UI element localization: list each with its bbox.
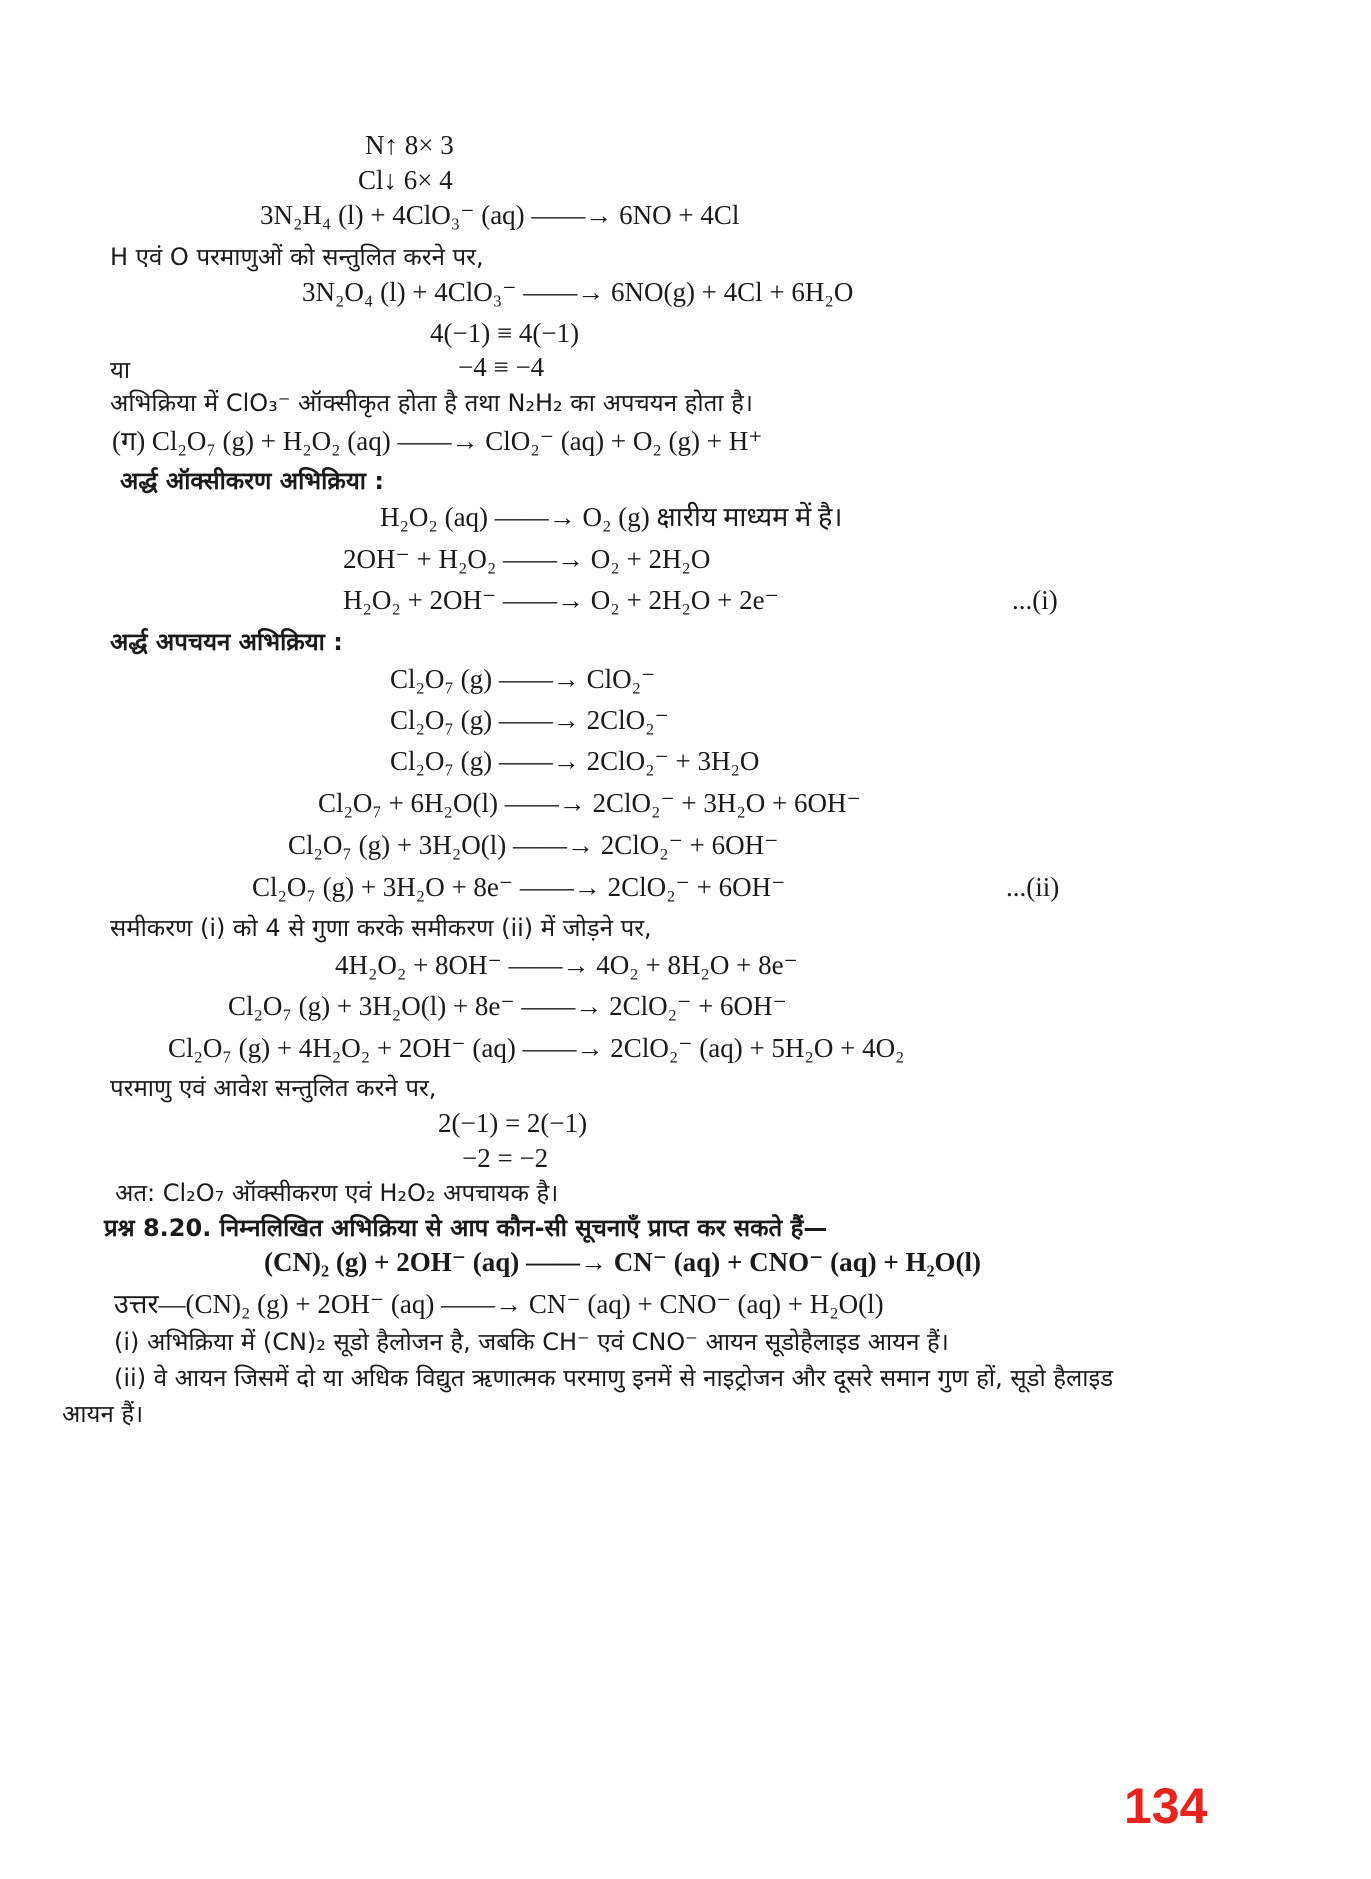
eq-line: 4(−1) ≡ 4(−1) <box>430 318 580 348</box>
section-heading: अर्द्ध ऑक्सीकरण अभिक्रिया : <box>120 467 384 495</box>
text-line: या <box>110 356 131 384</box>
text-line: समीकरण (i) को 4 से गुणा करके समीकरण (ii) में जोड़ने पर, <box>110 914 652 942</box>
text-line: (ii) वे आयन जिसमें दो या अधिक विद्युत ऋणात्मक परमाणु इनमें से नाइट्रोजन और दूसरे समान गुण हों, सूडो हैलाइड <box>114 1364 1114 1392</box>
eq-line: H₂O₂ + 2OH⁻ ——→ O₂ + 2H₂O + 2e⁻ <box>343 585 779 615</box>
eq-line: Cl₂O₇ (g) + 4H₂O₂ + 2OH⁻ (aq) ——→ 2ClO₂⁻ (aq) + 5H₂O + 4O₂ <box>168 1033 905 1063</box>
question-heading: प्रश्न 8.20. निम्नलिखित अभिक्रिया से आप कौन-सी सूचनाएँ प्राप्त कर सकते हैं— <box>104 1214 828 1242</box>
eq-line: Cl₂O₇ (g) ——→ ClO₂⁻ <box>390 664 656 694</box>
eq-line: −2 = −2 <box>462 1143 549 1173</box>
eq-line: 2OH⁻ + H₂O₂ ——→ O₂ + 2H₂O <box>343 544 711 574</box>
question-equation: (CN)₂ (g) + 2OH⁻ (aq) ——→ CN⁻ (aq) + CNO⁻ (aq) + H₂O(l) <box>264 1247 982 1277</box>
text-line: आयन हैं। <box>62 1400 144 1428</box>
eq-line: 3N₂O₄ (l) + 4ClO₃⁻ ——→ 6NO(g) + 4Cl + 6H₂O <box>302 277 854 307</box>
eq-line: Cl↓ 6× 4 <box>358 165 453 195</box>
answer-line: उत्तर—(CN)₂ (g) + 2OH⁻ (aq) ——→ CN⁻ (aq) + CNO⁻ (aq) + H₂O(l) <box>114 1289 884 1319</box>
text-line: अभिक्रिया में ClO₃⁻ ऑक्सीकृत होता है तथा N₂H₂ का अपचयन होता है। <box>110 389 753 417</box>
text-line: H एवं O परमाणुओं को सन्तुलित करने पर, <box>110 243 484 271</box>
equation-tag: ...(i) <box>1012 585 1058 615</box>
text-line: अत: Cl₂O₇ ऑक्सीकरण एवं H₂O₂ अपचायक है। <box>115 1179 559 1207</box>
page-number: 134 <box>1124 1778 1208 1834</box>
eq-line: Cl₂O₇ (g) + 3H₂O(l) + 8e⁻ ——→ 2ClO₂⁻ + 6OH⁻ <box>228 991 787 1021</box>
eq-line: Cl₂O₇ (g) + 3H₂O(l) ——→ 2ClO₂⁻ + 6OH⁻ <box>288 830 779 860</box>
eq-line: 3N₂H₄ (l) + 4ClO₃⁻ (aq) ——→ 6NO + 4Cl <box>260 200 740 230</box>
section-heading: अर्द्ध अपचयन अभिक्रिया : <box>110 628 343 656</box>
text-line: परमाणु एवं आवेश सन्तुलित करने पर, <box>110 1074 437 1102</box>
eq-line: −4 ≡ −4 <box>458 352 545 382</box>
eq-line: N↑ 8× 3 <box>365 130 454 160</box>
eq-line: (ग) Cl₂O₇ (g) + H₂O₂ (aq) ——→ ClO₂⁻ (aq) + O₂ (g) + H⁺ <box>112 426 763 456</box>
eq-line: 2(−1) = 2(−1) <box>438 1108 588 1138</box>
equation-tag: ...(ii) <box>1006 872 1060 902</box>
eq-line: Cl₂O₇ (g) + 3H₂O + 8e⁻ ——→ 2ClO₂⁻ + 6OH⁻ <box>252 872 786 902</box>
eq-line: 4H₂O₂ + 8OH⁻ ——→ 4O₂ + 8H₂O + 8e⁻ <box>335 950 798 980</box>
text-line: (i) अभिक्रिया में (CN)₂ सूडो हैलोजन है, जबकि CH⁻ एवं CNO⁻ आयन सूडोहैलाइड आयन हैं। <box>114 1328 949 1356</box>
eq-line: H₂O₂ (aq) ——→ O₂ (g) क्षारीय माध्यम में है। <box>380 502 843 532</box>
eq-line: Cl₂O₇ + 6H₂O(l) ——→ 2ClO₂⁻ + 3H₂O + 6OH⁻ <box>318 788 861 818</box>
eq-line: Cl₂O₇ (g) ——→ 2ClO₂⁻ <box>390 705 669 735</box>
eq-line: Cl₂O₇ (g) ——→ 2ClO₂⁻ + 3H₂O <box>390 746 760 776</box>
